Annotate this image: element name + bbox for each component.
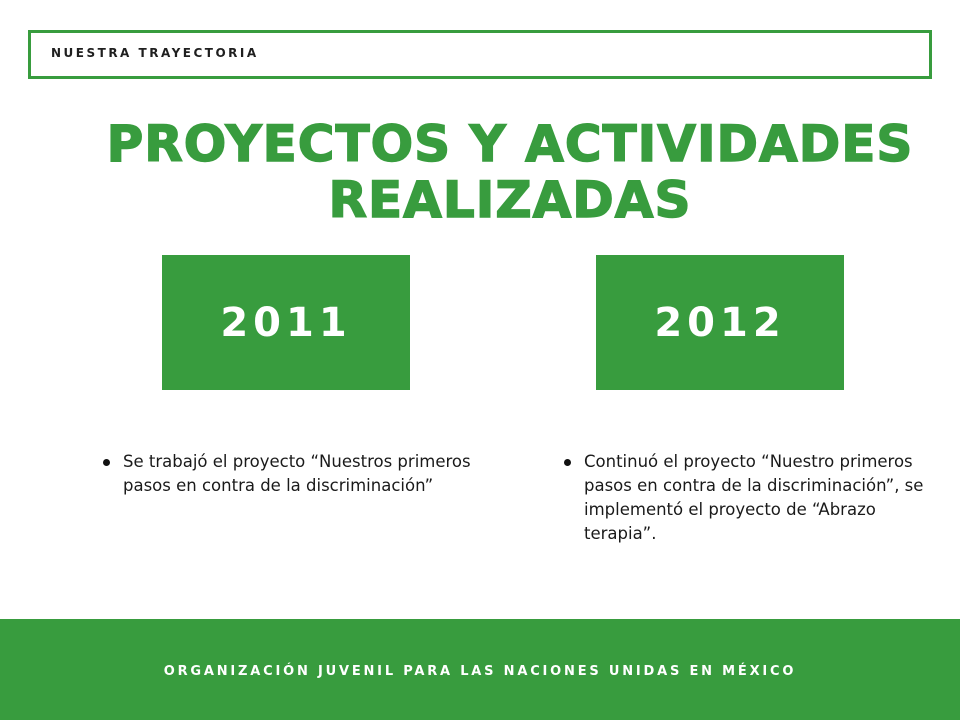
section-header-box bbox=[28, 30, 932, 79]
list-item bbox=[102, 450, 482, 498]
bullet-list-2011 bbox=[102, 450, 482, 498]
bullet-text: Continuó el proyecto “Nuestro primeros pasos en contra de la discriminación”, se implementó el proyecto de “Abrazo terapia”. bbox=[584, 452, 924, 543]
bullet-icon bbox=[103, 459, 110, 466]
bullet-icon bbox=[564, 459, 571, 466]
footer-bar bbox=[0, 619, 960, 720]
list-item bbox=[563, 450, 933, 546]
bullet-list-2012 bbox=[563, 450, 933, 546]
year-box-2012 bbox=[596, 255, 844, 390]
section-header-label: NUESTRA TRAYECTORIA bbox=[51, 46, 259, 60]
year-label: 2011 bbox=[220, 299, 352, 346]
bullet-text: Se trabajó el proyecto “Nuestros primeros pasos en contra de la discriminación” bbox=[123, 452, 471, 495]
year-label: 2012 bbox=[654, 299, 786, 346]
footer-organization-name: ORGANIZACIÓN JUVENIL PARA LAS NACIONES UNIDAS EN MÉXICO bbox=[163, 664, 797, 679]
page-title-line-1: PROYECTOS Y ACTIVIDADES bbox=[106, 115, 914, 173]
page-title-line-2: REALIZADAS bbox=[328, 171, 692, 229]
year-box-2011 bbox=[162, 255, 410, 390]
page-title bbox=[40, 116, 960, 228]
